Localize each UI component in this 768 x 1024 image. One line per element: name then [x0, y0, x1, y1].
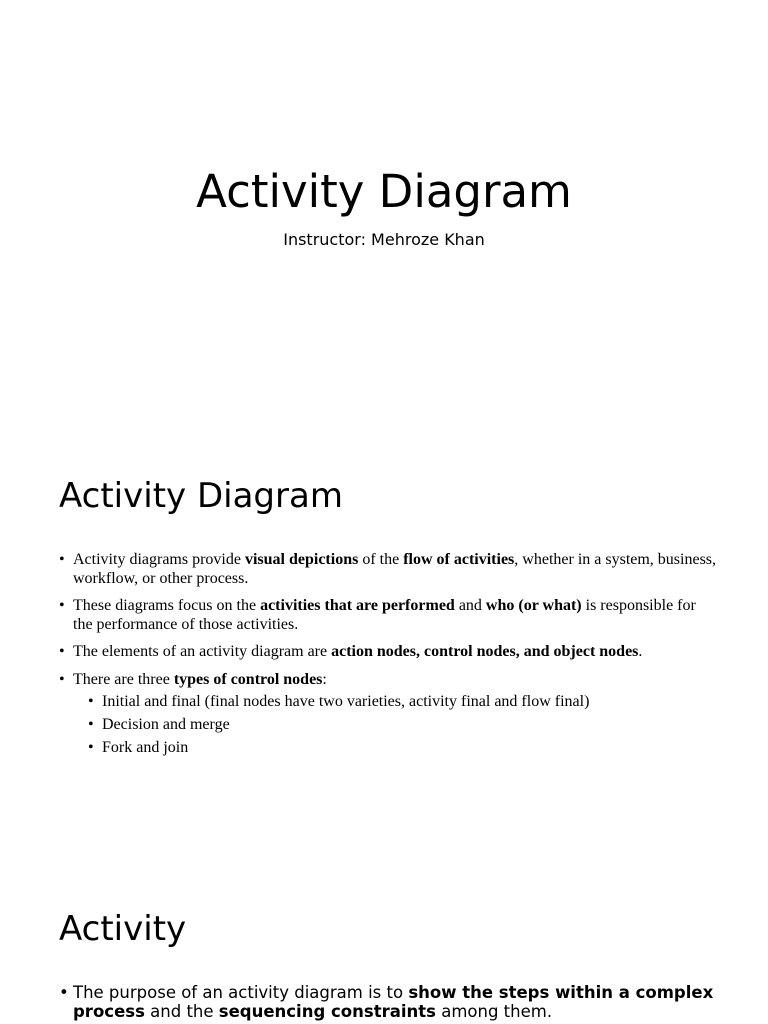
slide-2-bullet-list	[59, 551, 719, 762]
title-slide-heading: Activity Diagram	[196, 165, 572, 218]
bullet-bold-text: sequencing constraints	[218, 1002, 436, 1021]
slide-2-title: Activity Diagram	[59, 476, 343, 516]
bullet-bold-text: visual depictions	[244, 551, 359, 568]
bullet-bold-text: action nodes, control nodes, and object nodes	[331, 643, 639, 660]
bullet-text: Activity diagrams provide	[73, 551, 245, 568]
bullet-text: , whether in a system, business, workflow, or other process.	[73, 551, 717, 587]
slide-3-bullet-list	[59, 983, 719, 1021]
instructor-subtitle: Instructor: Mehroze Khan	[283, 230, 485, 249]
control-node-sub-list	[73, 693, 719, 758]
bullet-text: among them.	[435, 1002, 553, 1021]
bullet-item	[59, 671, 719, 758]
slide-3-title: Activity	[59, 909, 187, 949]
bullet-bold-text: flow of activities	[403, 551, 515, 568]
bullet-text: The purpose of an activity diagram is to	[73, 983, 409, 1002]
bullet-text: There are three	[73, 670, 174, 688]
bullet-text: .	[638, 643, 643, 660]
bullet-item	[59, 643, 719, 662]
sub-bullet-item: • Initial and final (final nodes have two varieties, activity final and flow final)	[88, 693, 719, 712]
bullet-item	[59, 551, 719, 588]
bullet-bold-text: who (or what)	[485, 597, 582, 614]
sub-bullet-item: • Decision and merge	[88, 716, 719, 735]
sub-bullet-item: • Fork and join	[88, 739, 719, 758]
bullet-text: The elements of an activity diagram are	[73, 643, 332, 660]
bullet-text: and	[454, 597, 486, 614]
bullet-text: is responsible for the performance of those activities.	[73, 597, 696, 633]
bullet-bold-text: show the steps within a complex process	[73, 983, 714, 1021]
bullet-text: These diagrams focus on the	[73, 597, 261, 614]
bullet-text: of the	[358, 551, 404, 568]
bullet-text: :	[322, 670, 327, 688]
bullet-bold-text: types of control nodes	[173, 670, 323, 688]
bullet-text: and the	[144, 1002, 219, 1021]
bullet-bold-text: activities that are performed	[260, 597, 455, 614]
bullet-item	[59, 983, 719, 1021]
bullet-item	[59, 597, 719, 634]
